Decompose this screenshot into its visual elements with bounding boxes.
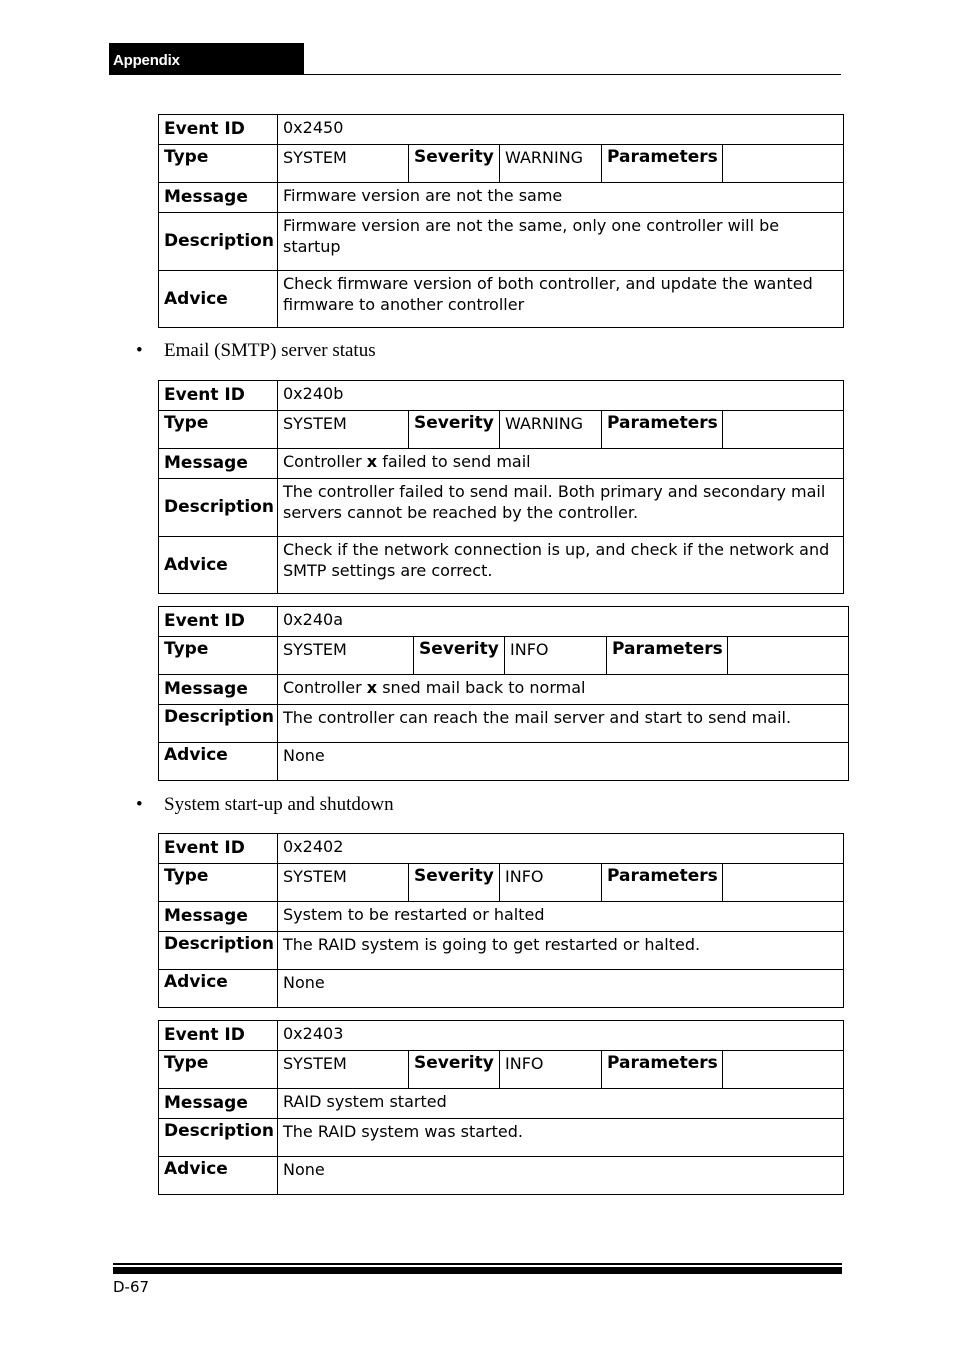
parameters-value <box>723 864 844 902</box>
parameters-label: Parameters <box>602 1051 723 1089</box>
advice-value: None <box>278 1157 844 1195</box>
advice-label: Advice <box>159 271 278 328</box>
event-id-label: Event ID <box>159 1021 278 1051</box>
description-label: Description <box>159 705 278 743</box>
event-table-0x2402 <box>158 833 844 1008</box>
message-prefix: Controller <box>283 452 367 471</box>
event-table-0x2450 <box>158 114 844 328</box>
header-rule <box>109 74 841 75</box>
description-label: Description <box>159 932 278 970</box>
severity-label: Severity <box>414 637 505 675</box>
controller-variable: x <box>366 452 378 471</box>
severity-value: INFO <box>500 864 602 902</box>
event-id-value: 0x240a <box>278 607 849 637</box>
severity-label: Severity <box>409 145 500 183</box>
description-value: The RAID system is going to get restarted or halted. <box>278 932 844 970</box>
event-id-value: 0x2450 <box>278 115 844 145</box>
event-id-label: Event ID <box>159 834 278 864</box>
section-email <box>136 340 376 362</box>
message-value: Firmware version are not the same <box>278 183 844 213</box>
event-id-label: Event ID <box>159 607 278 637</box>
advice-value: Check firmware version of both controller, and update the wanted firmware to another controller <box>278 271 844 328</box>
message-value: System to be restarted or halted <box>278 902 844 932</box>
section-email-title: Email (SMTP) server status <box>164 340 376 361</box>
type-label: Type <box>159 1051 278 1089</box>
advice-label: Advice <box>159 743 278 781</box>
type-value: SYSTEM <box>278 145 409 183</box>
type-value: SYSTEM <box>278 411 409 449</box>
event-id-value: 0x2403 <box>278 1021 844 1051</box>
event-table-0x2403 <box>158 1020 844 1195</box>
advice-label: Advice <box>159 1157 278 1195</box>
controller-variable: x <box>366 678 378 697</box>
advice-label: Advice <box>159 537 278 594</box>
message-value: RAID system started <box>278 1089 844 1119</box>
footer-rule-thick <box>113 1267 842 1274</box>
message-label: Message <box>159 183 278 213</box>
type-label: Type <box>159 864 278 902</box>
parameters-label: Parameters <box>607 637 728 675</box>
message-suffix: sned mail back to normal <box>377 678 586 697</box>
description-value: Firmware version are not the same, only one controller will be startup <box>278 213 844 271</box>
section-system <box>136 794 394 816</box>
event-id-value: 0x2402 <box>278 834 844 864</box>
parameters-value <box>723 411 844 449</box>
type-label: Type <box>159 411 278 449</box>
description-label: Description <box>159 479 278 537</box>
severity-value: INFO <box>500 1051 602 1089</box>
parameters-label: Parameters <box>602 145 723 183</box>
message-value <box>278 449 844 479</box>
type-label: Type <box>159 637 278 675</box>
bullet-icon: • <box>136 340 143 361</box>
type-value: SYSTEM <box>278 637 414 675</box>
description-label: Description <box>159 213 278 271</box>
advice-value: None <box>278 743 849 781</box>
description-value: The RAID system was started. <box>278 1119 844 1157</box>
type-value: SYSTEM <box>278 1051 409 1089</box>
parameters-value <box>723 1051 844 1089</box>
section-header: Appendix <box>109 43 304 75</box>
message-label: Message <box>159 1089 278 1119</box>
advice-value: Check if the network connection is up, and check if the network and SMTP settings are correct. <box>278 537 844 594</box>
page-number: D-67 <box>113 1278 150 1296</box>
message-prefix: Controller <box>283 678 367 697</box>
parameters-value <box>728 637 849 675</box>
event-id-label: Event ID <box>159 381 278 411</box>
parameters-label: Parameters <box>602 864 723 902</box>
severity-label: Severity <box>409 411 500 449</box>
type-label: Type <box>159 145 278 183</box>
event-table-0x240b <box>158 380 844 594</box>
advice-label: Advice <box>159 970 278 1008</box>
severity-label: Severity <box>409 864 500 902</box>
event-id-value: 0x240b <box>278 381 844 411</box>
message-label: Message <box>159 449 278 479</box>
message-suffix: failed to send mail <box>377 452 531 471</box>
footer-rule-thin <box>113 1263 842 1265</box>
description-label: Description <box>159 1119 278 1157</box>
event-table-0x240a <box>158 606 849 781</box>
bullet-icon: • <box>136 794 143 815</box>
severity-value: WARNING <box>500 145 602 183</box>
severity-value: INFO <box>505 637 607 675</box>
message-label: Message <box>159 902 278 932</box>
parameters-value <box>723 145 844 183</box>
description-value: The controller can reach the mail server and start to send mail. <box>278 705 849 743</box>
parameters-label: Parameters <box>602 411 723 449</box>
section-system-title: System start-up and shutdown <box>164 794 394 815</box>
severity-value: WARNING <box>500 411 602 449</box>
message-value <box>278 675 849 705</box>
severity-label: Severity <box>409 1051 500 1089</box>
description-value: The controller failed to send mail. Both primary and secondary mail servers cannot be reached by the controller. <box>278 479 844 537</box>
advice-value: None <box>278 970 844 1008</box>
type-value: SYSTEM <box>278 864 409 902</box>
message-label: Message <box>159 675 278 705</box>
event-id-label: Event ID <box>159 115 278 145</box>
